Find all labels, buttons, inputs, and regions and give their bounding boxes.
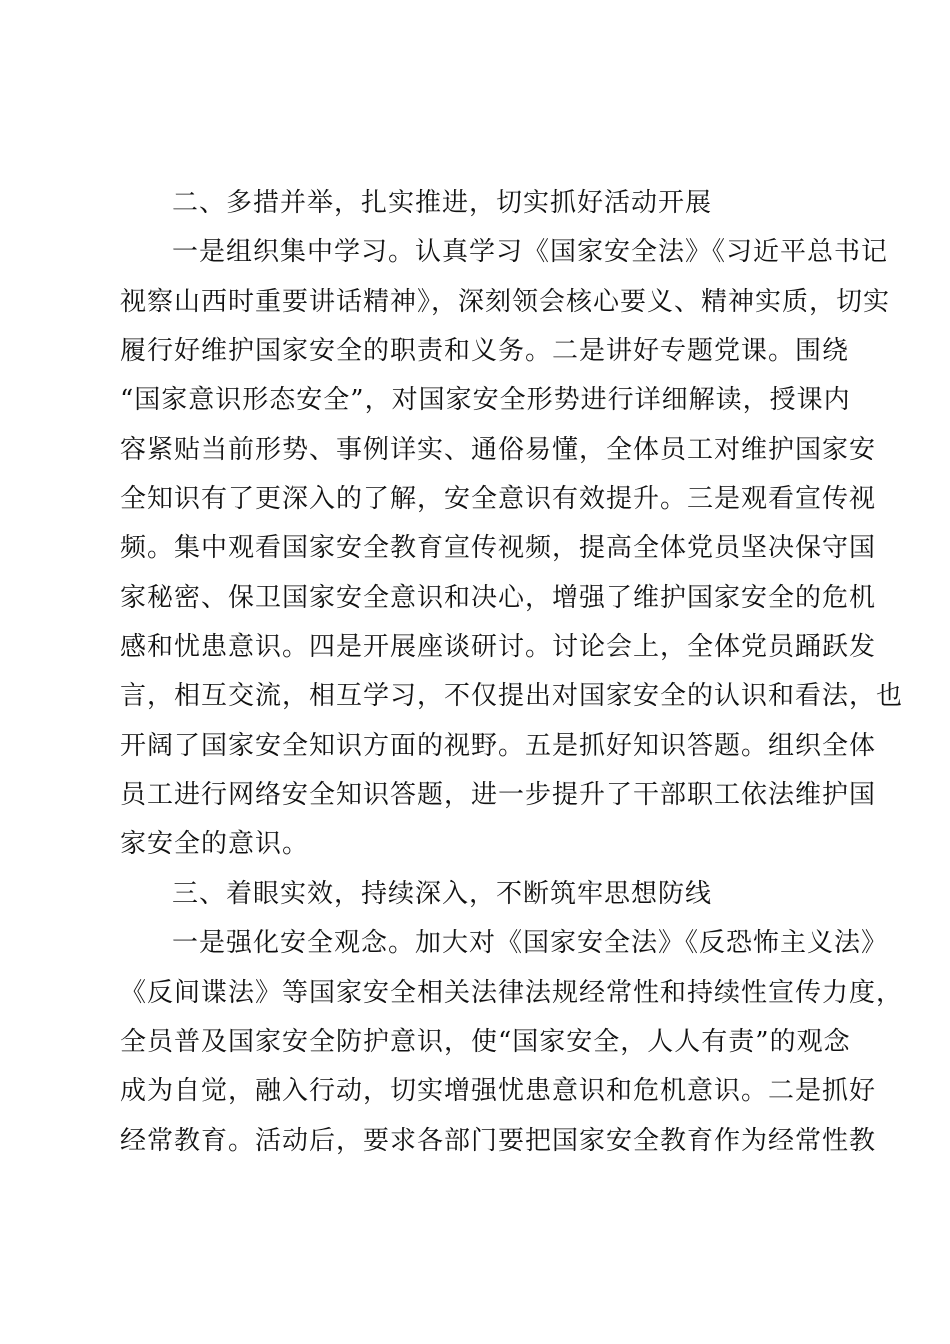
- paragraph-line: “国家意识形态安全”，对国家安全形势进行详细解读，授课内: [120, 385, 851, 416]
- paragraph-line: 履行好维护国家安全的职责和义务。二是讲好专题党课。围绕: [120, 336, 850, 367]
- paragraph-line: 容紧贴当前形势、事例详实、通俗易懂，全体员工对维护国家安: [120, 434, 877, 465]
- paragraph-line: 全员普及国家安全防护意识，使“国家安全，人人有责”的观念: [120, 1026, 851, 1057]
- paragraph-line: 全知识有了更深入的了解，安全意识有效提升。三是观看宣传视: [120, 484, 877, 515]
- paragraph-line: 一是组织集中学习。认真学习《国家安全法》《习近平总书记: [172, 237, 889, 268]
- paragraph-line: 感和忧患意识。四是开展座谈研讨。讨论会上，全体党员踊跃发: [120, 632, 877, 663]
- paragraph-line: 视察山西时重要讲话精神》，深刻领会核心要义、精神实质，切实: [120, 286, 891, 317]
- paragraph-line: 一是强化安全观念。加大对《国家安全法》《反恐怖主义法》: [172, 928, 889, 959]
- paragraph-line: 开阔了国家安全知识方面的视野。五是抓好知识答题。组织全体: [120, 730, 877, 761]
- document-body: [120, 179, 904, 1166]
- paragraph-line: 频。集中观看国家安全教育宣传视频，提高全体党员坚决保守国: [120, 533, 877, 564]
- paragraph-line: 《反间谍法》等国家安全相关法律法规经常性和持续性宣传力度，: [120, 977, 904, 1008]
- section-heading-2: 二、多措并举，扎实推进，切实抓好活动开展: [172, 188, 713, 218]
- paragraph-line: 员工进行网络安全知识答题，进一步提升了干部职工依法维护国: [120, 780, 877, 811]
- paragraph-line: 言，相互交流，相互学习，不仅提出对国家安全的认识和看法，也: [120, 681, 904, 712]
- paragraph-line: 家安全的意识。: [120, 829, 310, 860]
- paragraph-line: 经常教育。活动后，要求各部门要把国家安全教育作为经常性教: [120, 1125, 877, 1156]
- paragraph-line: 成为自觉，融入行动，切实增强忧患意识和危机意识。二是抓好: [120, 1076, 877, 1107]
- paragraph-line: 家秘密、保卫国家安全意识和决心，增强了维护国家安全的危机: [120, 582, 877, 613]
- section-heading-3: 三、着眼实效，持续深入，不断筑牢思想防线: [172, 878, 713, 909]
